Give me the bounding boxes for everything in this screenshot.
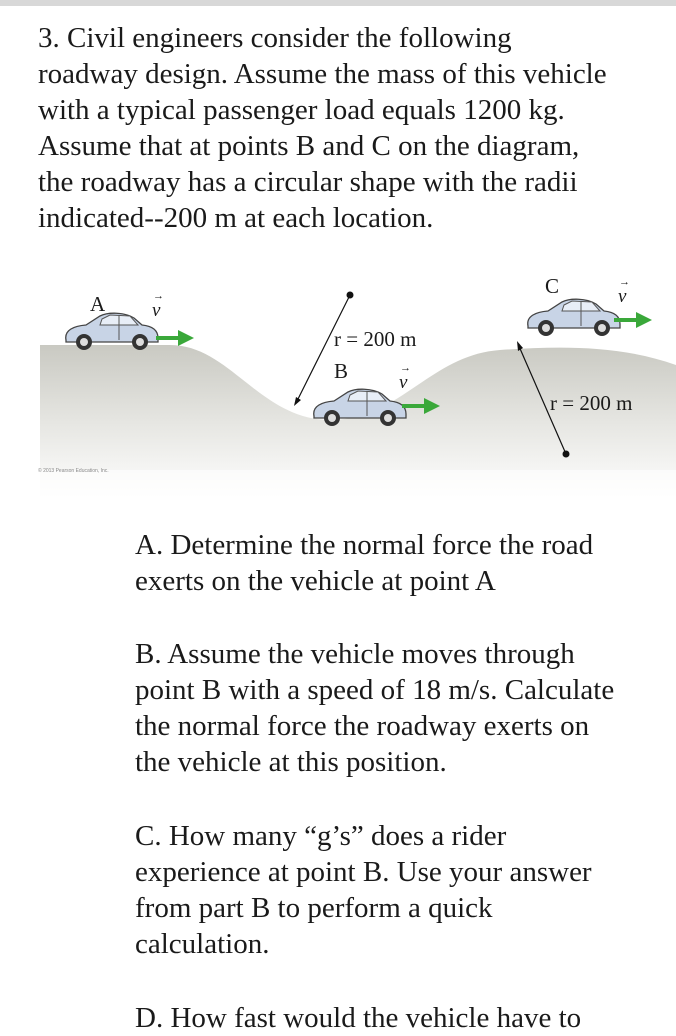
problem-line: Assume that at points B and C on the diagram, [38,130,580,162]
question-line: B. Assume the vehicle moves through [135,638,575,670]
question-line: experience at point B. Use your answer [135,856,592,888]
problem-line: 3. Civil engineers consider the following [38,22,512,54]
question-line: from part B to perform a quick [135,892,493,924]
question-line: point B with a speed of 18 m/s. Calculate [135,674,615,706]
question-line: A. Determine the normal force the road [135,529,594,561]
question-line: C. How many “g’s” does a rider [135,820,507,852]
car-c [528,299,620,336]
velocity-label-b: → v [399,362,411,393]
problem-line: indicated--200 m at each location. [38,202,434,234]
copyright-text: © 2013 Pearson Education, Inc. [38,468,109,474]
radius-b-label: r = 200 m [334,327,417,351]
point-c-label: C [545,274,560,298]
velocity-arrow-a [156,330,194,346]
velocity-label-a: → v [152,290,164,321]
question-line: exerts on the vehicle at point A [135,565,496,597]
problem-line: roadway design. Assume the mass of this vehicle [38,58,607,90]
velocity-label-c: → v [618,276,630,307]
point-a-label: A [90,292,106,316]
question-line: D. How fast would the vehicle have to [135,1002,582,1034]
question-line: the normal force the roadway exerts on [135,710,590,742]
question-line: the vehicle at this position. [135,746,447,778]
problem-line: the roadway has a circular shape with the radii [38,166,578,198]
radius-c-label: r = 200 m [550,391,633,415]
problem-line: with a typical passenger load equals 1200 kg. [38,94,565,126]
question-line: calculation. [135,928,270,960]
car-a [66,313,158,350]
point-b-label: B [334,359,349,383]
